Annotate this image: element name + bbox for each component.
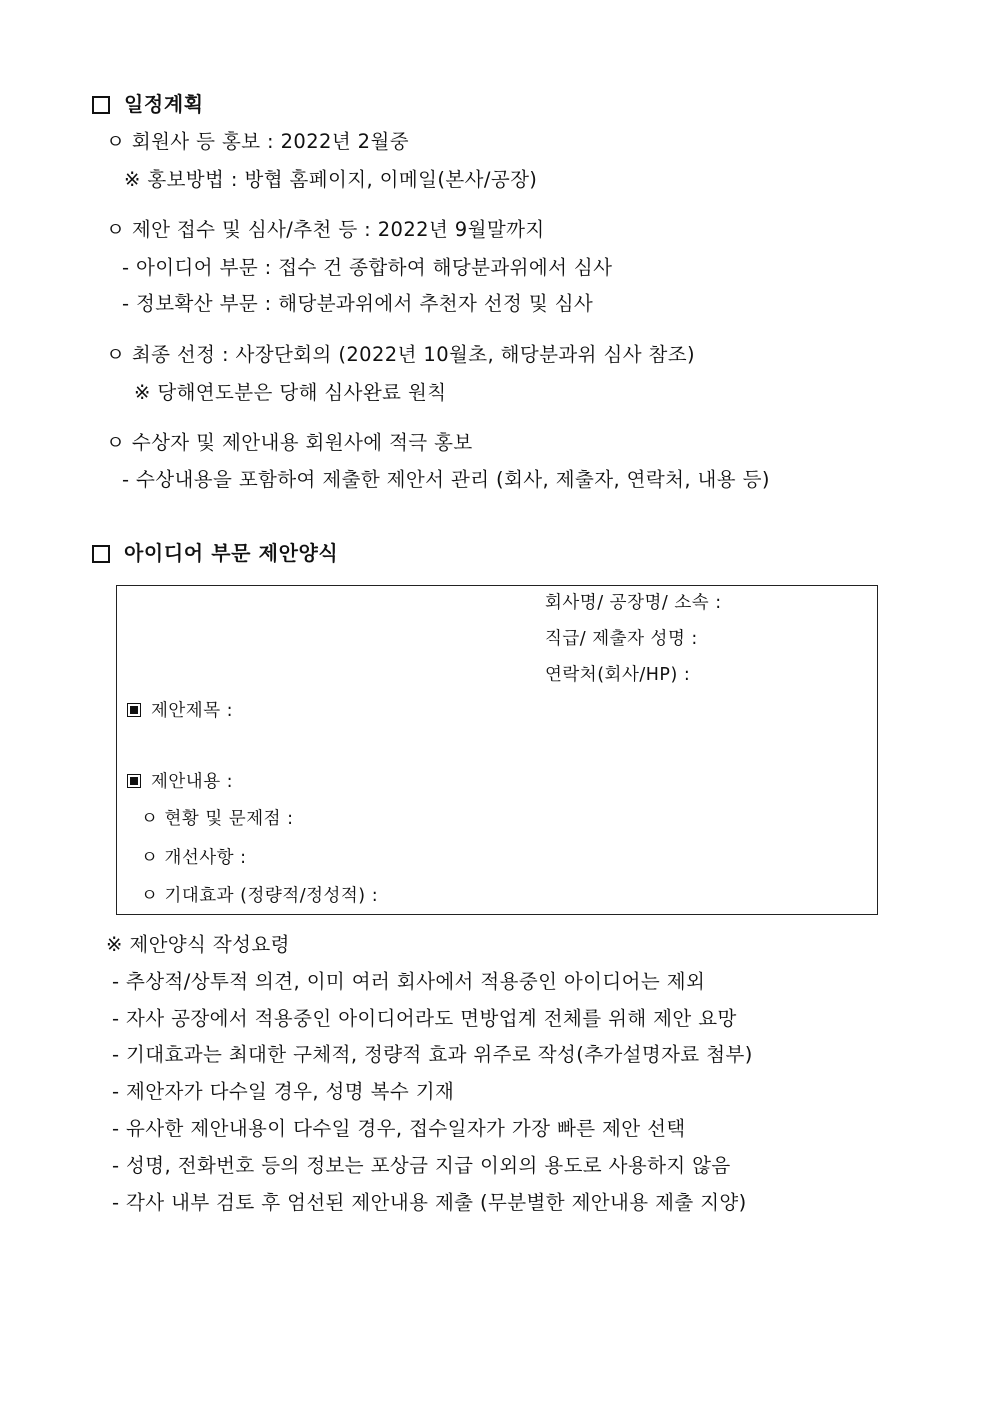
guideline-item: - 추상적/상투적 의견, 이미 여러 회사에서 적용중인 아이디어는 제외 (112, 970, 706, 993)
form-improvement-label: ㅇ 개선사항 : (141, 848, 247, 868)
schedule-review-info: - 정보확산 부문 : 해당분과위에서 추천자 선정 및 심사 (122, 292, 594, 315)
guideline-item: - 유사한 제안내용이 다수일 경우, 접수일자가 가장 빠른 제안 선택 (112, 1117, 686, 1140)
form-proposal-content-label: 제안내용 : (151, 772, 234, 792)
form-position-label: 직급/ 제출자 성명 : (545, 629, 698, 649)
filled-square-icon (127, 774, 141, 788)
checkbox-square-icon (92, 96, 110, 114)
schedule-promo: ㅇ 회원사 등 홍보 : 2022년 2월중 (106, 130, 409, 153)
schedule-promo-note: ※ 홍보방법 : 방협 홈페이지, 이메일(본사/공장) (124, 168, 538, 191)
guidelines-title: ※ 제안양식 작성요령 (106, 933, 290, 956)
schedule-final: ㅇ 최종 선정 : 사장단회의 (2022년 10월초, 해당분과위 심사 참조) (106, 343, 696, 366)
schedule-award: ㅇ 수상자 및 제안내용 회원사에 적극 홍보 (106, 431, 473, 454)
form-proposal-title-row (127, 700, 233, 722)
guideline-item: - 기대효과는 최대한 구체적, 정량적 효과 위주로 작성(추가설명자료 첨부) (112, 1043, 753, 1066)
guideline-item: - 각사 내부 검토 후 엄선된 제안내용 제출 (무분별한 제안내용 제출 지양) (112, 1191, 747, 1214)
form-proposal-title-label: 제안제목 : (151, 701, 234, 721)
schedule-title: 일정계획 (124, 92, 204, 116)
guideline-item: - 제안자가 다수일 경우, 성명 복수 기재 (112, 1080, 455, 1103)
form-company-label: 회사명/ 공장명/ 소속 : (545, 593, 722, 613)
form-section-title: 아이디어 부문 제안양식 (124, 541, 339, 565)
form-contact-label: 연락처(회사/HP) : (545, 665, 691, 685)
schedule-review: ㅇ 제안 접수 및 심사/추천 등 : 2022년 9월말까지 (106, 218, 545, 241)
filled-square-icon (127, 703, 141, 717)
schedule-review-idea: - 아이디어 부문 : 접수 건 종합하여 해당분과위에서 심사 (122, 256, 613, 279)
checkbox-square-icon (92, 545, 110, 563)
guideline-item: - 성명, 전화번호 등의 정보는 포상금 지급 이외의 용도로 사용하지 않음 (112, 1154, 731, 1177)
form-proposal-content-row (127, 771, 233, 793)
schedule-final-note: ※ 당해연도분은 당해 심사완료 원칙 (134, 381, 447, 404)
schedule-award-note: - 수상내용을 포함하여 제출한 제안서 관리 (회사, 제출자, 연락처, 내용 등) (122, 468, 770, 491)
form-status-label: ㅇ 현황 및 문제점 : (141, 809, 294, 829)
proposal-form-box (116, 585, 878, 915)
guideline-item: - 자사 공장에서 적용중인 아이디어라도 면방업계 전체를 위해 제안 요망 (112, 1007, 737, 1030)
form-effect-label: ㅇ 기대효과 (정량적/정성적) : (141, 886, 379, 906)
